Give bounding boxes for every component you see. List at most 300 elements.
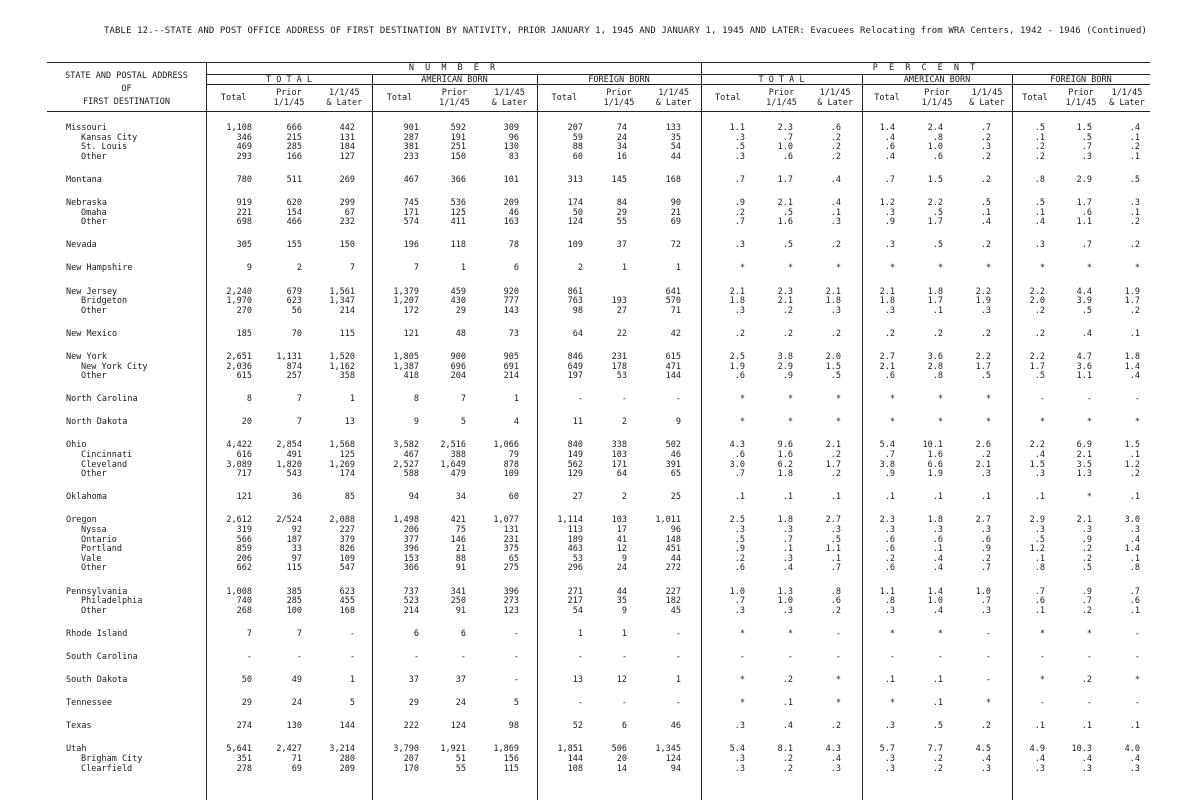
table-cell: 131: [503, 525, 519, 535]
table-cell: 125: [339, 450, 355, 460]
table-cell: .2: [980, 328, 991, 339]
table-cell: 37: [455, 675, 466, 685]
table-cell: 103: [611, 515, 627, 526]
table-cell: 920: [503, 286, 519, 297]
stub-header-line: OF: [121, 84, 132, 94]
city-label: Ontario: [81, 534, 117, 545]
table-cell: 1.0: [927, 142, 943, 153]
table-cell: 3.9: [1076, 296, 1092, 307]
state-label: New Jersey: [66, 286, 118, 297]
table-cell: .2: [830, 328, 841, 339]
table-cell: 4.7: [1076, 351, 1092, 362]
table-cell: 67: [344, 207, 355, 218]
table-cell: 98: [572, 305, 583, 316]
table-cell: 6: [413, 628, 419, 639]
table-cell: .5: [782, 207, 793, 218]
subheader-later-date: 1/1/45: [971, 88, 1003, 98]
table-cell: 388: [450, 450, 466, 460]
table-cell: 2,854: [276, 440, 302, 451]
city-label: Vale: [81, 553, 102, 564]
table-cell: 209: [339, 763, 355, 774]
table-cell: 2.3: [777, 286, 793, 297]
table-cell: .6: [932, 534, 943, 545]
table-cell: 358: [339, 371, 355, 382]
table-cell: -: [675, 651, 681, 662]
column-divider: [206, 62, 207, 800]
table-cell: 296: [567, 563, 583, 574]
subheader-prior-date: 1/1/45: [603, 98, 635, 108]
table-cell: 905: [503, 351, 519, 362]
state-label: Nevada: [66, 240, 97, 251]
table-cell: 56: [291, 305, 302, 316]
table-cell: 2.7: [975, 515, 991, 526]
table-cell: 1: [349, 675, 355, 685]
table-cell: 13: [344, 417, 355, 428]
table-cell: 4.3: [825, 744, 841, 755]
table-cell: 1.3: [1076, 469, 1092, 480]
table-cell: 2.5: [729, 515, 745, 526]
table-cell: 3.0: [1124, 515, 1140, 526]
table-cell: 1.1: [825, 544, 841, 555]
table-cell: .2: [980, 151, 991, 162]
table-cell: 1.8: [825, 296, 841, 307]
state-label: Pennsylvania: [66, 586, 128, 597]
table-cell: *: [1086, 263, 1092, 274]
state-label: Tennessee: [66, 698, 113, 709]
table-cell: 479: [450, 469, 466, 480]
city-label: Bridgeton: [81, 296, 128, 307]
table-cell: *: [1039, 417, 1045, 428]
table-cell: .8: [884, 596, 895, 607]
table-cell: 5: [349, 698, 355, 709]
group-header: T O T A L: [758, 75, 805, 85]
city-label: Other: [81, 563, 107, 574]
table-cell: 50: [241, 675, 252, 685]
table-cell: 232: [339, 217, 355, 228]
table-cell: 6.9: [1076, 440, 1092, 451]
table-cell: 1.7: [1124, 296, 1140, 307]
table-cell: -: [1134, 628, 1140, 639]
table-cell: .1: [932, 305, 943, 316]
table-cell: 6: [460, 628, 466, 639]
table-cell: .4: [1034, 753, 1045, 764]
table-cell: 103: [611, 450, 627, 460]
table-cell: 54: [670, 142, 681, 153]
table-cell: 4.9: [1029, 744, 1045, 755]
table-cell: 346: [236, 132, 252, 143]
table-cell: .8: [932, 132, 943, 143]
table-cell: .2: [734, 553, 745, 564]
table-cell: 2.3: [879, 515, 895, 526]
table-cell: 60: [572, 151, 583, 162]
table-cell: 511: [286, 174, 302, 185]
table-cell: .4: [830, 174, 841, 185]
table-cell: *: [1086, 492, 1092, 503]
table-cell: *: [1134, 263, 1140, 274]
table-cell: 3.6: [1076, 361, 1092, 372]
table-cell: 469: [236, 142, 252, 153]
subheader-prior: Prior: [768, 88, 795, 98]
table-cell: .2: [1081, 675, 1092, 685]
table-cell: .5: [1034, 123, 1045, 133]
table-cell: 506: [611, 744, 627, 755]
table-cell: 221: [236, 207, 252, 218]
table-cell: 24: [455, 698, 466, 709]
table-cell: 396: [503, 586, 519, 597]
table-cell: 1,520: [329, 351, 355, 362]
table-cell: 94: [408, 492, 419, 503]
table-cell: .1: [830, 553, 841, 564]
table-cell: 1: [577, 628, 583, 639]
table-cell: 649: [567, 361, 583, 372]
table-cell: 666: [286, 123, 302, 133]
table-cell: .3: [1081, 525, 1092, 535]
table-cell: *: [787, 628, 793, 639]
table-cell: 29: [408, 698, 419, 709]
table-cell: 29: [241, 698, 252, 709]
table-cell: 2/524: [276, 515, 302, 526]
table-cell: 124: [567, 217, 583, 228]
table-cell: .1: [1034, 492, 1045, 503]
city-label: Other: [81, 469, 107, 480]
table-cell: .7: [734, 217, 745, 228]
table-cell: 214: [339, 305, 355, 316]
table-cell: .5: [734, 142, 745, 153]
table-cell: .5: [830, 534, 841, 545]
table-cell: .3: [1129, 525, 1140, 535]
table-cell: 75: [455, 525, 466, 535]
table-cell: 4.5: [975, 744, 991, 755]
table-cell: .2: [1034, 305, 1045, 316]
table-cell: 171: [403, 207, 419, 218]
table-cell: .2: [734, 207, 745, 218]
table-cell: *: [985, 263, 991, 274]
table-cell: .1: [782, 544, 793, 555]
table-cell: -: [675, 628, 681, 639]
table-cell: .3: [884, 721, 895, 732]
subheader-later: & Later: [817, 98, 854, 108]
table-cell: 1.8: [927, 286, 943, 297]
table-cell: .4: [884, 132, 895, 143]
table-cell: *: [787, 417, 793, 428]
table-cell: 45: [670, 605, 681, 616]
table-cell: 269: [339, 174, 355, 185]
subheader-later: & Later: [969, 98, 1005, 108]
table-cell: 10.1: [922, 440, 943, 451]
table-cell: 1,066: [493, 440, 519, 451]
table-cell: .7: [734, 596, 745, 607]
table-cell: 1,162: [329, 361, 355, 372]
table-cell: 92: [291, 525, 302, 535]
table-cell: *: [835, 263, 841, 274]
table-cell: 570: [665, 296, 681, 307]
table-cell: *: [937, 394, 943, 405]
table-cell: .3: [782, 525, 793, 535]
table-cell: *: [889, 628, 895, 639]
table-cell: 12: [616, 675, 627, 685]
table-cell: *: [889, 394, 895, 405]
table-cell: .1: [1034, 132, 1045, 143]
table-cell: .5: [980, 198, 991, 208]
table-cell: .1: [932, 544, 943, 555]
table-cell: 2,651: [226, 351, 252, 362]
table-cell: 1.1: [879, 586, 895, 597]
table-cell: 2,036: [226, 361, 252, 372]
table-cell: 272: [665, 563, 681, 574]
table-cell: 1.8: [777, 515, 793, 526]
table-cell: 8: [413, 394, 419, 405]
table-cell: 285: [286, 596, 302, 607]
table-cell: 523: [403, 596, 419, 607]
table-cell: .2: [980, 721, 991, 732]
table-cell: .6: [1129, 596, 1140, 607]
table-cell: -: [413, 651, 419, 662]
table-cell: 98: [508, 721, 519, 732]
table-cell: .5: [1081, 305, 1092, 316]
table-cell: .4: [932, 605, 943, 616]
table-cell: 2.2: [927, 198, 943, 208]
table-cell: 1,077: [493, 515, 519, 526]
subheader-prior-date: 1/1/45: [1065, 98, 1097, 108]
table-cell: 1.5: [927, 174, 943, 185]
table-cell: 391: [665, 459, 681, 470]
table-cell: 3,790: [393, 744, 419, 755]
table-cell: 1.0: [927, 596, 943, 607]
table-cell: 37: [408, 675, 419, 685]
table-cell: .7: [1129, 586, 1140, 597]
table-cell: .5: [980, 371, 991, 382]
table-cell: 215: [286, 132, 302, 143]
table-cell: 123: [503, 605, 519, 616]
table-cell: 10.3: [1071, 744, 1092, 755]
table-cell: 168: [339, 605, 355, 616]
subheader-prior: Prior: [606, 88, 632, 98]
subheader-prior: Prior: [1068, 88, 1094, 98]
table-cell: .2: [932, 753, 943, 764]
table-cell: 2: [296, 263, 302, 274]
table-cell: 24: [616, 132, 627, 143]
table-cell: .5: [1034, 534, 1045, 545]
table-cell: .6: [830, 123, 841, 133]
city-label: Portland: [81, 544, 122, 555]
table-cell: .4: [830, 753, 841, 764]
table-cell: *: [787, 263, 793, 274]
table-cell: .2: [830, 240, 841, 251]
table-cell: 1: [349, 394, 355, 405]
table-cell: 491: [286, 450, 302, 460]
table-cell: *: [835, 394, 841, 405]
table-cell: 740: [236, 596, 252, 607]
table-cell: 22: [616, 328, 627, 339]
table-cell: 109: [339, 553, 355, 564]
table-cell: .1: [1034, 207, 1045, 218]
table-cell: 1: [621, 263, 627, 274]
table-cell: -: [1134, 698, 1140, 709]
table-cell: 5.4: [879, 440, 895, 451]
table-cell: .6: [1081, 207, 1092, 218]
table-cell: 547: [339, 563, 355, 574]
table-cell: -: [889, 651, 895, 662]
table-cell: 574: [403, 217, 419, 228]
table-cell: 149: [567, 450, 583, 460]
table-cell: .2: [980, 240, 991, 251]
table-cell: 79: [508, 450, 519, 460]
table-cell: 299: [339, 198, 355, 208]
table-cell: *: [985, 394, 991, 405]
table-cell: 50: [572, 207, 583, 218]
table-cell: 313: [567, 174, 583, 185]
table-cell: .7: [1081, 596, 1092, 607]
table-cell: .2: [782, 675, 793, 685]
table-cell: -: [1086, 651, 1092, 662]
table-cell: 1,379: [393, 286, 419, 297]
table-cell: 78: [508, 240, 519, 251]
table-cell: 71: [291, 753, 302, 764]
table-cell: -: [621, 651, 627, 662]
table-cell: 1,269: [329, 459, 355, 470]
table-cell: 222: [403, 721, 419, 732]
table-cell: .2: [830, 151, 841, 162]
table-cell: 97: [291, 553, 302, 564]
table-cell: 174: [567, 198, 583, 208]
table-cell: 278: [236, 763, 252, 774]
table-cell: 3,089: [226, 459, 252, 470]
table-cell: .3: [980, 763, 991, 774]
table-cell: 170: [403, 763, 419, 774]
table-cell: .4: [1129, 123, 1140, 133]
table-cell: .1: [830, 207, 841, 218]
table-cell: 5.4: [729, 744, 745, 755]
table-cell: 65: [670, 469, 681, 480]
stub-header-line: FIRST DESTINATION: [83, 97, 170, 107]
table-cell: 233: [403, 151, 419, 162]
table-cell: 207: [567, 123, 583, 133]
table-cell: 17: [616, 525, 627, 535]
table-cell: .2: [980, 553, 991, 564]
table-cell: 109: [503, 469, 519, 480]
table-cell: 124: [450, 721, 466, 732]
table-cell: 145: [611, 174, 627, 185]
table-cell: .2: [884, 328, 895, 339]
table-cell: 21: [455, 544, 466, 555]
table-cell: 418: [403, 371, 419, 382]
table-cell: .4: [1034, 450, 1045, 460]
table-cell: .1: [1129, 328, 1140, 339]
state-label: North Carolina: [66, 394, 138, 405]
table-cell: 280: [339, 753, 355, 764]
table-cell: 74: [616, 123, 627, 133]
city-label: Cleveland: [81, 459, 128, 470]
table-cell: 592: [450, 123, 466, 133]
table-cell: .2: [932, 763, 943, 774]
table-cell: -: [985, 675, 991, 685]
table-cell: 8: [246, 394, 252, 405]
table-cell: 5,641: [226, 744, 252, 755]
table-cell: 2.8: [927, 361, 943, 372]
table-cell: 29: [455, 305, 466, 316]
table-cell: .6: [884, 534, 895, 545]
table-cell: *: [739, 628, 745, 639]
table-cell: 91: [455, 563, 466, 574]
table-cell: 1.7: [975, 361, 991, 372]
state-label: Ohio: [66, 440, 87, 451]
table-cell: .2: [1129, 305, 1140, 316]
table-cell: .9: [734, 198, 745, 208]
table-cell: 1.1: [729, 123, 745, 133]
table-cell: .5: [734, 534, 745, 545]
table-cell: 1.4: [927, 586, 943, 597]
table-cell: .1: [932, 698, 943, 709]
table-cell: 366: [403, 563, 419, 574]
table-cell: 96: [508, 132, 519, 143]
table-cell: .1: [734, 492, 745, 503]
table-cell: 1,347: [329, 296, 355, 307]
table-cell: .7: [884, 174, 895, 185]
table-cell: .4: [932, 563, 943, 574]
table-cell: 411: [450, 217, 466, 228]
subheader-prior: Prior: [441, 88, 468, 98]
subheader-total: Total: [386, 93, 413, 103]
table-cell: 121: [403, 328, 419, 339]
table-cell: 319: [236, 525, 252, 535]
table-cell: *: [739, 263, 745, 274]
table-cell: .1: [1129, 492, 1140, 503]
table-cell: -: [246, 651, 252, 662]
table-cell: 309: [503, 123, 519, 133]
table-cell: .8: [830, 586, 841, 597]
table-cell: 451: [665, 544, 681, 555]
table-cell: 717: [236, 469, 252, 480]
table-cell: 430: [450, 296, 466, 307]
table-cell: 1: [460, 263, 466, 274]
table-cell: 1.8: [879, 296, 895, 307]
table-cell: -: [675, 394, 681, 405]
table-cell: 197: [567, 371, 583, 382]
table-cell: .4: [1081, 753, 1092, 764]
table-cell: .2: [1129, 217, 1140, 228]
table-cell: *: [985, 698, 991, 709]
table-cell: 2.7: [879, 351, 895, 362]
subheader-later: & Later: [326, 98, 363, 108]
state-label: North Dakota: [66, 417, 128, 428]
subheader-prior-date: 1/1/45: [921, 98, 953, 108]
table-cell: 2.2: [1029, 440, 1045, 451]
table-cell: .1: [1129, 151, 1140, 162]
table-cell: -: [577, 698, 583, 709]
table-cell: 338: [611, 440, 627, 451]
table-cell: 901: [403, 123, 419, 133]
table-cell: 11: [572, 417, 583, 428]
table-cell: .6: [734, 450, 745, 460]
state-label: Nebraska: [66, 198, 107, 208]
table-cell: 34: [455, 492, 466, 503]
table-cell: 257: [286, 371, 302, 382]
subheader-prior-date: 1/1/45: [439, 98, 470, 108]
table-cell: .3: [884, 763, 895, 774]
table-cell: 1.0: [777, 142, 793, 153]
table-cell: .3: [1034, 469, 1045, 480]
table-cell: .6: [932, 151, 943, 162]
table-cell: 2.1: [879, 361, 895, 372]
table-cell: 7: [296, 628, 302, 639]
subheader-prior: Prior: [924, 88, 950, 98]
table-cell: 375: [503, 544, 519, 555]
table-cell: 2.1: [777, 296, 793, 307]
subheader-later: & Later: [1109, 98, 1145, 108]
table-cell: 49: [291, 675, 302, 685]
city-label: Philadelphia: [81, 596, 143, 607]
table-cell: 1.6: [777, 217, 793, 228]
